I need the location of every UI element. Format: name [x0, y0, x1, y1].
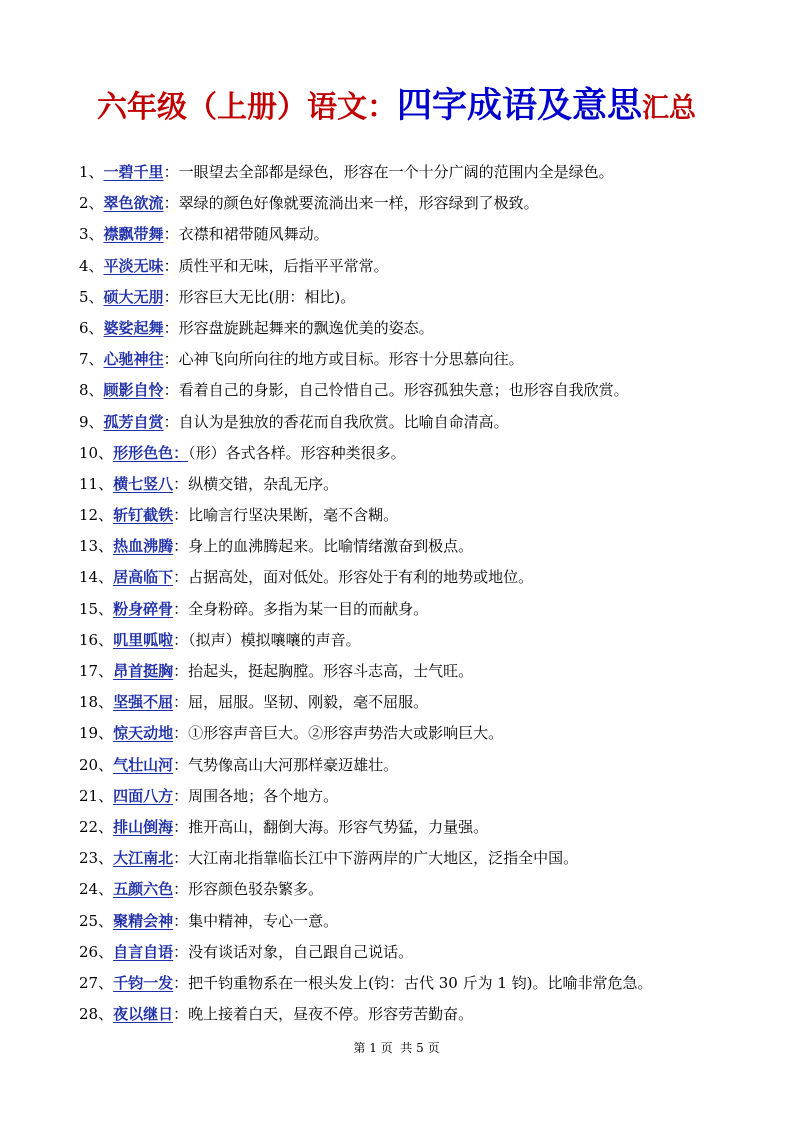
- idiom-definition: 气势像高山大河那样豪迈雄壮。: [188, 755, 399, 774]
- idiom-entry: [79, 375, 759, 406]
- title-topic: 四字成语及意思: [396, 85, 642, 126]
- entry-separator: ：: [163, 287, 179, 306]
- idiom-term: 千钧一发: [113, 973, 174, 992]
- idiom-term: 四面八方: [113, 786, 174, 805]
- idiom-definition: 没有谈话对象，自己跟自己说话。: [188, 942, 414, 961]
- entry-number: 11、: [79, 474, 114, 493]
- idiom-entry: [79, 687, 759, 718]
- title-summary: 汇总: [642, 93, 696, 124]
- entry-number: 27、: [79, 973, 114, 992]
- idiom-entry: [79, 469, 759, 500]
- idiom-entry: [79, 407, 759, 438]
- idiom-entry: [79, 812, 759, 843]
- idiom-term: 翠色欲流: [103, 194, 164, 213]
- entry-separator: ：: [173, 755, 189, 774]
- entry-separator: ：: [173, 942, 189, 961]
- idiom-entry: [79, 251, 759, 282]
- idiom-definition: 质性平和无味，后指平平常常。: [178, 256, 389, 275]
- idiom-entry: [79, 999, 759, 1030]
- idiom-term: 夜以继日: [113, 1005, 174, 1024]
- idiom-entry: [79, 656, 759, 687]
- entry-separator: ：: [173, 537, 189, 556]
- entry-separator: ：: [173, 474, 189, 493]
- idiom-definition: 身上的血沸腾起来。比喻情绪激奋到极点。: [188, 537, 474, 556]
- idiom-term: 昂首挺胸: [113, 662, 174, 680]
- entry-number: 6、: [79, 318, 104, 337]
- idiom-term: 粉身碎骨: [113, 599, 174, 618]
- idiom-definition: 周围各地；各个地方。: [188, 786, 339, 805]
- entry-separator: ：: [173, 880, 189, 899]
- entry-number: 28、: [79, 1005, 114, 1024]
- entry-number: 8、: [79, 381, 104, 400]
- idiom-definition: 形容巨大无比(朋：相比)。: [178, 287, 356, 306]
- idiom-term: 孤芳自赏: [103, 412, 164, 431]
- entry-number: 22、: [79, 817, 114, 836]
- idiom-entry: [79, 750, 759, 781]
- idiom-term: 惊天动地: [113, 724, 174, 743]
- idiom-term: 自言自语: [113, 942, 174, 961]
- idiom-term: 斩钉截铁: [113, 506, 174, 525]
- idiom-definition: 全身粉碎。多指为某一目的而献身。: [188, 599, 429, 618]
- idiom-term: 襟飘带舞: [103, 225, 164, 244]
- entry-number: 13、: [79, 537, 114, 556]
- idiom-definition: 翠绿的颜色好像就要流淌出来一样，形容绿到了极致。: [178, 194, 539, 213]
- entry-number: 23、: [79, 849, 114, 868]
- idiom-entry: [79, 313, 759, 344]
- entry-separator: ：: [163, 381, 179, 400]
- idiom-entry: [79, 344, 759, 375]
- idiom-definition: 形容颜色驳杂繁多。: [188, 880, 324, 899]
- idiom-term: 居高临下: [113, 568, 174, 587]
- idiom-definition: 占据高处，面对低处。形容处于有利的地势或地位。: [188, 568, 534, 587]
- entry-separator: ：: [163, 318, 179, 337]
- idiom-definition: 自认为是独放的香花而自我欣赏。比喻自命清高。: [178, 412, 509, 431]
- entry-separator: ：: [173, 849, 189, 868]
- idiom-definition: 心神飞向所向往的地方或目标。形容十分思慕向往。: [178, 350, 524, 369]
- idiom-entry: [79, 968, 759, 999]
- idiom-entry: [79, 906, 759, 937]
- idiom-entry: [79, 874, 759, 905]
- entry-separator: ：: [163, 412, 179, 431]
- idiom-list: [79, 157, 759, 1030]
- entry-number: 3、: [79, 225, 104, 244]
- idiom-definition: 看着自己的身影，自己怜惜自己。形容孤独失意；也形容自我欣赏。: [178, 381, 629, 400]
- idiom-term: 硕大无朋: [103, 287, 164, 306]
- idiom-entry: [79, 562, 759, 593]
- entry-separator: ：: [163, 163, 179, 181]
- idiom-term: 大江南北: [113, 849, 174, 868]
- idiom-entry: [79, 531, 759, 562]
- entry-separator: ：: [173, 724, 189, 743]
- entry-number: 17、: [79, 662, 114, 680]
- idiom-definition: 抬起头，挺起胸膛。形容斗志高，士气旺。: [188, 662, 474, 680]
- idiom-definition: 比喻言行坚决果断，毫不含糊。: [188, 506, 399, 525]
- entry-separator: ：: [173, 662, 189, 680]
- entry-number: 12、: [79, 506, 114, 525]
- idiom-term: 聚精会神: [113, 911, 174, 930]
- idiom-term: 顾影自怜: [103, 381, 164, 400]
- idiom-entry: [79, 718, 759, 749]
- idiom-term: 排山倒海: [113, 817, 174, 836]
- page-footer: 第 1 页 共 5 页: [353, 1041, 440, 1055]
- idiom-entry: [79, 157, 759, 188]
- idiom-term: 横七竖八: [113, 474, 174, 493]
- idiom-definition: 一眼望去全部都是绿色，形容在一个十分广阔的范围内全是绿色。: [178, 163, 614, 181]
- idiom-term: 平淡无味: [103, 256, 164, 275]
- title-grade-subject: 六年级（上册）语文：: [96, 90, 397, 125]
- idiom-entry: [79, 625, 759, 656]
- entry-number: 9、: [79, 412, 104, 431]
- idiom-entry: [79, 282, 759, 313]
- entry-number: 1、: [79, 163, 104, 181]
- idiom-definition: 屈，屈服。坚韧、刚毅，毫不屈服。: [188, 693, 429, 712]
- idiom-entry: [79, 500, 759, 531]
- entry-number: 5、: [79, 287, 104, 306]
- entry-separator: ：: [173, 911, 189, 930]
- idiom-term: 气壮山河: [113, 755, 174, 774]
- idiom-definition: 形容盘旋跳起舞来的飘逸优美的姿态。: [178, 318, 434, 337]
- idiom-entry: [79, 188, 759, 219]
- entry-separator: ：: [173, 568, 189, 587]
- idiom-term: 心驰神往: [103, 350, 164, 369]
- entry-number: 14、: [79, 568, 114, 587]
- idiom-term: 一碧千里: [103, 163, 164, 181]
- entry-separator: ：: [173, 506, 189, 525]
- entry-number: 10、: [79, 443, 114, 462]
- idiom-term: 叽里呱啦: [113, 630, 174, 649]
- entry-separator: ：: [173, 630, 189, 649]
- entry-number: 26、: [79, 942, 114, 961]
- entry-separator: ：: [173, 786, 189, 805]
- idiom-definition: 晚上接着白天，昼夜不停。形容劳苦勤奋。: [188, 1005, 474, 1024]
- entry-number: 15、: [79, 599, 114, 618]
- entry-number: 18、: [79, 693, 114, 712]
- entry-number: 19、: [79, 724, 114, 743]
- idiom-definition: ①形容声音巨大。②形容声势浩大或影响巨大。: [188, 724, 504, 743]
- entry-number: 25、: [79, 911, 114, 930]
- entry-separator: ：: [163, 350, 179, 369]
- idiom-term: 坚强不屈: [113, 693, 174, 712]
- idiom-term: 形形色色：: [113, 443, 189, 462]
- idiom-entry: [79, 438, 759, 469]
- idiom-definition: 推开高山，翻倒大海。形容气势猛，力量强。: [188, 817, 489, 836]
- entry-number: 21、: [79, 786, 114, 805]
- page-title: [0, 80, 793, 132]
- idiom-entry: [79, 781, 759, 812]
- entry-separator: ：: [173, 693, 189, 712]
- idiom-definition: 纵横交错，杂乱无序。: [188, 474, 339, 493]
- idiom-entry: [79, 594, 759, 625]
- entry-number: 7、: [79, 350, 104, 369]
- idiom-definition: （拟声）模拟嚷嚷的声音。: [188, 630, 361, 649]
- entry-number: 16、: [79, 630, 114, 649]
- entry-separator: ：: [173, 1005, 189, 1024]
- entry-number: 24、: [79, 880, 114, 899]
- entry-number: 4、: [79, 256, 104, 275]
- idiom-definition: （形）各式各样。形容种类很多。: [188, 443, 406, 462]
- entry-separator: ：: [173, 599, 189, 618]
- entry-number: 20、: [79, 755, 114, 774]
- idiom-term: 五颜六色: [113, 880, 174, 899]
- idiom-term: 婆娑起舞: [103, 318, 164, 337]
- entry-separator: ：: [163, 225, 179, 244]
- idiom-definition: 大江南北指靠临长江中下游两岸的广大地区，泛指全中国。: [188, 849, 579, 868]
- idiom-entry: [79, 843, 759, 874]
- idiom-definition: 集中精神，专心一意。: [188, 911, 339, 930]
- idiom-definition: 把千钧重物系在一根头发上(钧：古代 30 斤为 1 钧)。比喻非常危急。: [188, 973, 653, 992]
- entry-separator: ：: [163, 194, 179, 213]
- entry-separator: ：: [173, 973, 189, 992]
- idiom-entry: [79, 937, 759, 968]
- entry-separator: ：: [163, 256, 179, 275]
- idiom-entry: [79, 219, 759, 250]
- idiom-definition: 衣襟和裙带随风舞动。: [178, 225, 329, 244]
- entry-separator: ：: [173, 817, 189, 836]
- entry-number: 2、: [79, 194, 104, 213]
- idiom-term: 热血沸腾: [113, 537, 174, 556]
